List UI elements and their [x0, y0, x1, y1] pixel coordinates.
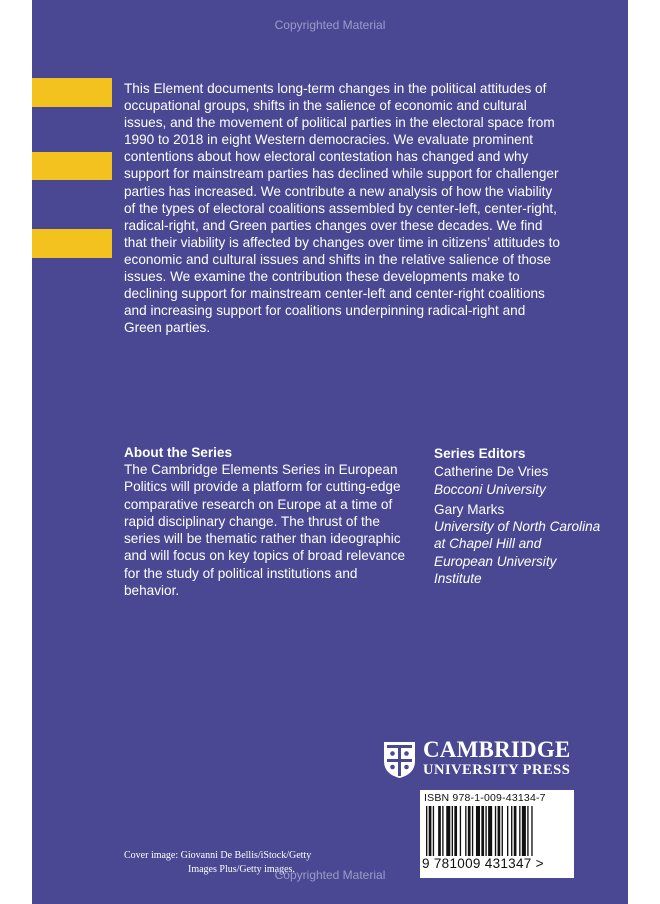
editor-entry	[434, 463, 604, 498]
accent-bar-middle	[32, 152, 112, 180]
barcode-number: 9 781009 431347 >	[422, 856, 572, 871]
book-description: This Element documents long-term changes in the political attitudes of occupational groups, shifts in the salience of economic and cultural issues, and the movement of political parties in the electoral space from 1990 to 2018 in eight Western democracies. We evaluate prominent contentions about how electoral contestation has changed and why support for mainstream parties has declined while support for challenger parties has increased. We contribute a new analysis of how the viability of the types of electoral coalitions assembled by center-left, center-right, radical-right, and Green parties changes over these decades. We find that their viability is affected by changes over time in citizens’ attitudes to economic and cultural issues and shifts in the relative salience of those issues. We examine the contribution these developments make to declining support for mainstream center-left and center-right coalitions and increasing support for coalitions underpinning radical-right and Green parties.	[124, 81, 560, 336]
publisher-name: CAMBRIDGE	[423, 737, 571, 762]
credit-line-1: Cover image: Giovanni De Bellis/iStock/Getty	[124, 850, 312, 861]
accent-bar-bottom	[32, 229, 112, 258]
accent-bar-top	[32, 78, 112, 107]
credit-line-2: Images Plus/Getty images.	[188, 864, 295, 875]
cambridge-crest-icon	[383, 741, 416, 779]
about-series-heading: About the Series	[124, 445, 233, 460]
about-series-section	[124, 445, 414, 599]
series-editors-section	[434, 445, 604, 590]
editor-name: Catherine De Vries	[434, 464, 549, 480]
editor-affiliation: Bocconi University	[434, 481, 546, 497]
barcode	[420, 790, 574, 878]
series-editors-heading: Series Editors	[434, 446, 526, 461]
publisher-logo	[383, 737, 583, 781]
watermark-bottom: Copyrighted Material	[274, 868, 386, 882]
editor-name: Gary Marks	[434, 501, 505, 517]
watermark-top: Copyrighted Material	[274, 18, 386, 32]
barcode-bars	[426, 806, 568, 862]
isbn-label: ISBN 978-1-009-43134-7	[424, 792, 546, 804]
about-series-text: The Cambridge Elements Series in European Politics will provide a platform for cutting-edge comparative research on Europe at a time of rapid disciplinary change. The thrust of the series will be thematic rather than ideographic and will focus on key topics of broad relevance for the study of political institutions and behavior.	[124, 462, 406, 599]
publisher-subtitle: UNIVERSITY PRESS	[423, 762, 571, 778]
editor-affiliation: University of North Carolina at Chapel Hill and European University Institute	[434, 519, 601, 587]
editor-entry	[434, 501, 604, 587]
